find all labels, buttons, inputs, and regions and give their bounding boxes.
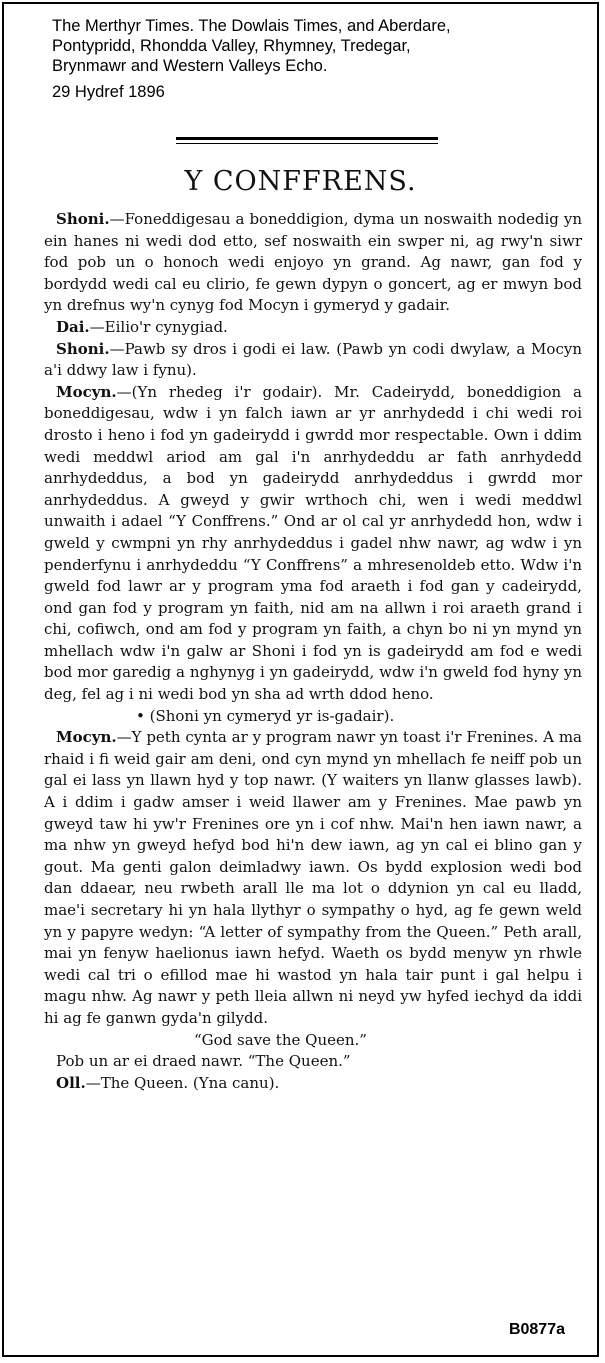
- paragraph-text: —Foneddigesau a boneddigion, dyma un noswaith nodedig yn ein hanes ni wedi dod etto, sef noswaith ein swper ni, ag rwy'n siwr fod pob un o honoch wedi enjoyo yn grand. Ag nawr, gan fod y bordydd wedi cal eu clirio, fe gewn dypyn o goncert, ag er mwyn bod yn drefnus wy'n cynyg fod Mocyn i gymeryd y gadair.: [44, 210, 582, 315]
- paragraph-text: —Y peth cynta ar y program nawr yn toast i'r Frenines. A ma rhaid i fi weid gair am deni, ond cyn mynd yn mhellach fe neiff pob un gal ei lass yn llawn hyd y top nawr. (Y waiters yn llanw glasses lawb). A i ddim i gadw amser i weid llawer am y Frenines. Mae pawb yn gweyd taw hi yw'r Frenines ore yn i cof nhw. Mai'n hen iawn nawr, a ma nhw yn gweyd hefyd bod hi'n dew iawn, ag yn cal ei blino gan y gout. Ma genti galon deimladwy iawn. Os bydd explosion wedi bod dan ddaear, neu rwbeth arall lle ma lot o ddynion yn cal eu lladd, mae'i secretary hi yn hala llythyr o sympathy o hyd, ag fe gewn weld yn y papyre wedyn: “A letter of sympathy from the Queen.” Peth arall, mai yn fenyw haelionus iawn hefyd. Waeth os bydd menyw yn rhwle wedi cal tri o efillod mae hi wastod yn hala tair punt i gal helpu i magu nhw. Ag nawr y peth lleia allwn ni neyd yw hyfed iechyd da iddi hi ag fe ganwn gyda'n gilydd.: [44, 728, 582, 1027]
- newspaper-header: [52, 16, 592, 102]
- speaker-name: Dai.: [56, 317, 90, 336]
- paragraph-text: —(Yn rhedeg i'r godair). Mr. Cadeirydd, boneddigion a boneddigesau, wdw i yn falch iawn ar yr anrhydedd i chi wedi roi drosto i heno i fod yn gadeirydd i gwrdd mor respectable. Own i ddim wedi meddwl ariod am gal i'n anrhydeddu ar fath anrhydedd anrhydeddus, a bod yn gadeirydd anrhydeddus i gwrdd mor anrhydeddus. A gweyd y gwir wrthoch chi, wen i wedi meddwl unwaith i adael “Y Conffrens.” Ond ar ol cal yr anrhydedd hon, wdw i gweld y cwmpni yn rhy anrhydeddus i gadel nhw nawr, ag wdw i yn penderfynu i anrhydeddu “Y Conffrens” a mhresenoldeb etto. Wdw i'n gweld fod lawr ar y program yma fod araeth i fod gan y cadeirydd, ond gan fod y program yn faith, nid am na allwn i roi araeth grand i chi, cofiwch, ond am fod y program yn faith, a chyn bo ni yn mynd yn mhellach wdw i'n galw ar Shoni i fod yn is gadeirydd am fod e wedi bod mor garedig a nghynyg i yn gadeirydd, wdw i'n gweld fod hyny yn deg, fel ag i ni wedi bod yn sha ad wrth ddod heno.: [44, 382, 582, 704]
- speaker-name: Oll.: [56, 1073, 86, 1092]
- paragraph-text: —Pawb sy dros i godi ei law. (Pawb yn codi dwylaw, a Mocyn a'i ddwy law i fynu).: [44, 339, 582, 380]
- paragraph-text: Pob un ar ei draed nawr. “The Queen.”: [56, 1052, 351, 1071]
- article-paragraph: [44, 1051, 582, 1073]
- article-paragraph: [44, 706, 582, 728]
- header-date: 29 Hydref 1896: [52, 83, 165, 101]
- article-paragraph: [44, 382, 582, 706]
- article-body: [44, 209, 582, 1094]
- article-paragraph: [44, 209, 582, 317]
- speaker-name: Shoni.: [56, 339, 110, 358]
- article-paragraph: [44, 339, 582, 382]
- title-rule-thick: [176, 137, 438, 140]
- article-paragraph: [44, 317, 582, 339]
- page-frame: [2, 2, 599, 1357]
- article-paragraph: [44, 727, 582, 1029]
- paragraph-text: —The Queen. (Yna canu).: [85, 1073, 280, 1092]
- title-rule-thin: [176, 143, 438, 144]
- speaker-name: Mocyn.: [56, 382, 117, 401]
- article-paragraph: [44, 1030, 582, 1052]
- article-title: Y CONFFRENS.: [184, 166, 417, 197]
- speaker-name: Shoni.: [56, 210, 110, 228]
- header-line-3: Brynmawr and Western Valleys Echo.: [52, 57, 328, 75]
- header-line-2: Pontypridd, Rhondda Valley, Rhymney, Tredegar,: [52, 37, 411, 55]
- paragraph-text: —Eilio'r cynygiad.: [89, 317, 228, 336]
- article-paragraph: [44, 1073, 582, 1095]
- header-line-1: The Merthyr Times. The Dowlais Times, and Aberdare,: [52, 17, 451, 35]
- paragraph-text: • (Shoni yn cymeryd yr is-gadair).: [136, 706, 395, 725]
- catalog-number: B0877a: [508, 1321, 565, 1338]
- speaker-name: Mocyn.: [56, 728, 117, 747]
- paragraph-text: “God save the Queen.”: [194, 1030, 367, 1049]
